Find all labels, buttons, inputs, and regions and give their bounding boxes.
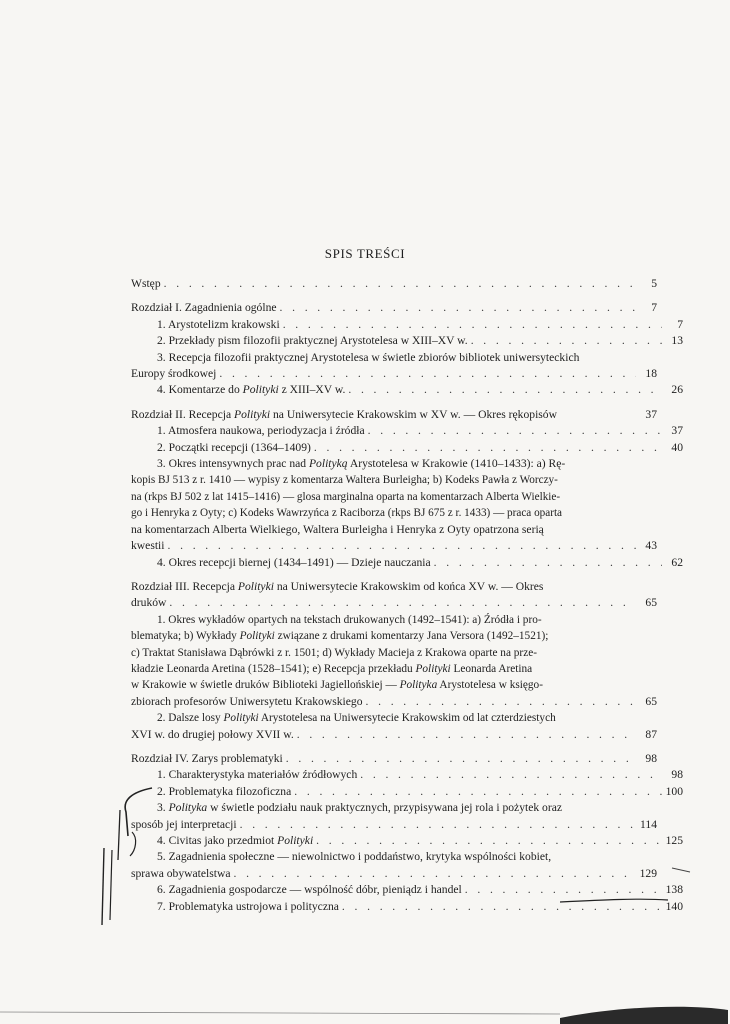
toc-entry-2-3-line4: go i Henryka z Oyty; c) Kodeks Wawrzyńca z Raciborza (rkps BJ 675 z r. 1433) — praca oparta bbox=[131, 507, 563, 520]
toc-entry-3-2-line1: 2. Dalsze losy Polityki Arystotelesa na Uniwersytecie Krakowskim od lat czterdziestych bbox=[157, 712, 556, 725]
toc-entry-4-3: sposób jej interpretacji . . . 114 bbox=[131, 817, 657, 833]
toc-entry-1-3-line: 3. Recepcja filozofii praktycznej Arystotelesa w świetle zbiorów bibliotek uniwersyteckich bbox=[157, 350, 580, 364]
toc-entry-3-1-line3: c) Traktat Stanisława Dąbrówki z r. 1501; d) Wykłady Macieja z Krakowa oparte na prze- bbox=[131, 646, 537, 659]
toc-entry-1-2: 2. Przekłady pism filozofii praktycznej Arystotelesa w XIII–XV w. . . . 13 bbox=[131, 333, 683, 349]
toc-chapter-3: druków . . . 65 bbox=[131, 595, 657, 611]
toc-entry-3-1-line4: kładzie Leonarda Aretina (1528–1541); e) Recepcja przekładu Polityki Leonarda Aretina bbox=[131, 662, 533, 675]
toc-entry-2-2: 2. Początki recepcji (1364–1409) . . . 40 bbox=[131, 440, 683, 456]
toc-entry-2-3-line1: 3. Okres intensywnych prac nad Polityką Arystotelesa w Krakowie (1410–1433): a) Rę- bbox=[157, 457, 566, 471]
toc-entry-2-1: 1. Atmosfera naukowa, periodyzacja i źródła . . . 37 bbox=[131, 423, 683, 439]
toc-entry-2-4: 4. Okres recepcji biernej (1434–1491) — Dzieje nauczania . . . 62 bbox=[131, 555, 683, 571]
leader-dots bbox=[164, 276, 636, 292]
toc-entry-3-1-line5: w Krakowie w świetle druków Biblioteki Jagiellońskiej — Polityka Arystotelesa w księgo- bbox=[131, 679, 543, 692]
page-edge-line bbox=[0, 1012, 560, 1014]
toc-chapter-3-line1: Rozdział III. Recepcja Polityki na Uniwersytecie Krakowskim od końca XV w. — Okres bbox=[131, 579, 544, 593]
toc-entry-3-1: zbiorach profesorów Uniwersytetu Krakowskiego . . . 65 bbox=[131, 694, 657, 710]
toc-entry-4-4: 4. Civitas jako przedmiot Polityki . . . 125 bbox=[131, 833, 683, 849]
margin-stroke-mark bbox=[672, 868, 690, 872]
toc-chapter-1: Rozdział I. Zagadnienia ogólne . . . 7 bbox=[131, 300, 657, 316]
toc-entry-1-3: Europy środkowej . . . 18 bbox=[131, 366, 657, 382]
toc-entry-3-2: XVI w. do drugiej połowy XVII w. . . . 87 bbox=[131, 727, 657, 743]
margin-vertical-mark bbox=[118, 810, 120, 860]
toc-chapter-4: Rozdział IV. Zarys problematyki . . . 98 bbox=[131, 751, 657, 767]
toc-entry-1-4: 4. Komentarze do Polityki z XIII–XV w. . . . 26 bbox=[131, 382, 683, 398]
page-number: 5 bbox=[651, 277, 657, 290]
toc-entry-4-5: sprawa obywatelstwa . . . 129 bbox=[131, 866, 657, 882]
margin-vertical-mark bbox=[110, 850, 112, 920]
toc-entry-4-1: 1. Charakterystyka materiałów źródłowych . . . 98 bbox=[131, 767, 683, 783]
toc-entry-4-2: 2. Problematyka filozoficzna . . . 100 bbox=[131, 784, 683, 800]
toc-entry-4-5-line1: 5. Zagadnienia społeczne — niewolnictwo i poddaństwo, krytyka wspólności kobiet, bbox=[157, 850, 552, 864]
toc-entry-4-3-line1: 3. Polityka w świetle podziału nauk praktycznych, przypisywana jej rola i pożytek oraz bbox=[157, 801, 563, 815]
table-of-contents bbox=[131, 276, 683, 915]
toc-entry-3-1-line1: 1. Okres wykładów opartych na tekstach drukowanych (1492–1541): a) Źródła i pro- bbox=[157, 613, 542, 626]
page-title: SPIS TREŚCI bbox=[324, 246, 406, 261]
margin-vertical-mark bbox=[102, 848, 104, 925]
toc-entry-2-3-line3: na (rkps BJ 502 z lat 1415–1416) — glosa marginalna oparta na komentarzach Alberta Wielkie- bbox=[131, 490, 561, 503]
toc-entry-1-1: 1. Arystotelizm krakowski . . . 7 bbox=[131, 317, 683, 333]
toc-chapter-2: Rozdział II. Recepcja Polityki na Uniwersytecie Krakowskim w XV w. — Okres rękopisów 37 bbox=[131, 407, 657, 421]
toc-entry-4-6: 6. Zagadnienia gospodarcze — wspólność dóbr, pieniądz i handel . . . 138 bbox=[131, 882, 683, 898]
toc-entry-wstep: Wstęp . . . 5 bbox=[131, 276, 657, 292]
toc-entry-4-7: 7. Problematyka ustrojowa i polityczna . . . 140 bbox=[131, 899, 683, 915]
page-edge-shadow bbox=[560, 1007, 728, 1024]
toc-entry-2-3-line5: na komentarzach Alberta Wielkiego, Waltera Burleigha i Henryka z Oyty opatrzona serią bbox=[131, 522, 544, 536]
toc-entry-2-3: kwestii . . . 43 bbox=[131, 538, 657, 554]
toc-entry-3-1-line2: blematyka; b) Wykłady Polityki związane z drukami komentarzy Jana Versora (1492–1521); bbox=[131, 630, 549, 643]
toc-entry-2-3-line2: kopis BJ 513 z r. 1410 — wypisy z komentarza Waltera Burleigha; b) Kodeks Pawła z Worczy- bbox=[131, 474, 558, 487]
